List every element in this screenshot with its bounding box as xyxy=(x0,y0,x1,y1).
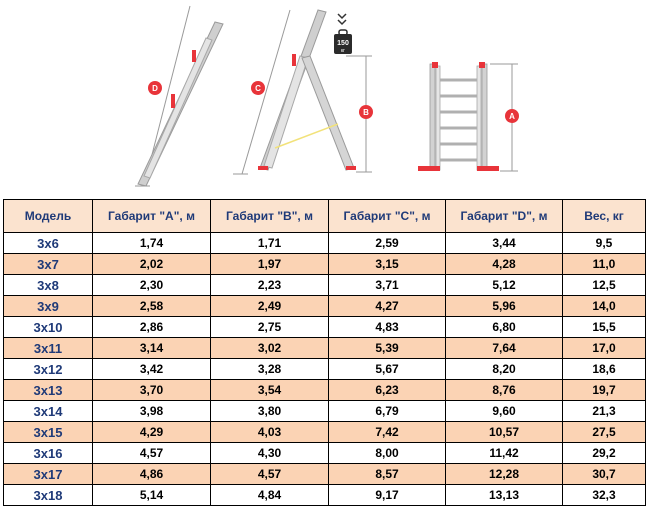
cell-weight: 17,0 xyxy=(563,338,646,359)
cell-model: 3x16 xyxy=(4,443,93,464)
cell-dimension-d: 6,80 xyxy=(446,317,563,338)
ladder-aframe-diagram xyxy=(233,10,373,174)
cell-dimension-d: 9,60 xyxy=(446,401,563,422)
dimension-c-label: C xyxy=(255,84,261,93)
cell-dimension-a: 5,14 xyxy=(93,485,211,506)
cell-dimension-a: 1,74 xyxy=(93,233,211,254)
cell-model: 3x11 xyxy=(4,338,93,359)
cell-dimension-d: 4,28 xyxy=(446,254,563,275)
cell-dimension-c: 4,27 xyxy=(329,296,446,317)
cell-dimension-b: 4,03 xyxy=(211,422,329,443)
dimension-b-label: B xyxy=(363,108,369,117)
cell-dimension-b: 2,49 xyxy=(211,296,329,317)
cell-model: 3x18 xyxy=(4,485,93,506)
cell-dimension-c: 4,83 xyxy=(329,317,446,338)
cell-dimension-b: 3,80 xyxy=(211,401,329,422)
cell-model: 3x14 xyxy=(4,401,93,422)
ladder-specs-table xyxy=(3,199,646,506)
table-row xyxy=(4,275,646,296)
cell-model: 3x8 xyxy=(4,275,93,296)
header-dimension-b: Габарит "B", м xyxy=(211,200,329,233)
cell-dimension-d: 13,13 xyxy=(446,485,563,506)
cell-weight: 27,5 xyxy=(563,422,646,443)
cell-dimension-d: 3,44 xyxy=(446,233,563,254)
cell-dimension-a: 4,57 xyxy=(93,443,211,464)
cell-dimension-a: 3,70 xyxy=(93,380,211,401)
cell-dimension-c: 5,67 xyxy=(329,359,446,380)
cell-dimension-a: 3,14 xyxy=(93,338,211,359)
header-model: Модель xyxy=(4,200,93,233)
cell-dimension-b: 1,97 xyxy=(211,254,329,275)
table-row xyxy=(4,317,646,338)
ladder-diagrams xyxy=(0,0,648,200)
cell-dimension-c: 3,15 xyxy=(329,254,446,275)
cell-model: 3x9 xyxy=(4,296,93,317)
dimension-a-label: A xyxy=(509,112,515,121)
cell-dimension-c: 6,23 xyxy=(329,380,446,401)
cell-dimension-b: 2,75 xyxy=(211,317,329,338)
table-row xyxy=(4,443,646,464)
cell-dimension-d: 7,64 xyxy=(446,338,563,359)
cell-model: 3x10 xyxy=(4,317,93,338)
cell-dimension-a: 4,86 xyxy=(93,464,211,485)
cell-dimension-c: 9,17 xyxy=(329,485,446,506)
cell-dimension-b: 3,28 xyxy=(211,359,329,380)
cell-dimension-a: 2,86 xyxy=(93,317,211,338)
cell-dimension-c: 2,59 xyxy=(329,233,446,254)
cell-dimension-b: 3,02 xyxy=(211,338,329,359)
cell-dimension-d: 8,76 xyxy=(446,380,563,401)
table-header-row xyxy=(4,200,646,233)
ladder-extended-diagram xyxy=(135,6,223,186)
cell-model: 3x6 xyxy=(4,233,93,254)
table-row xyxy=(4,422,646,443)
header-dimension-a: Габарит "A", м xyxy=(93,200,211,233)
cell-dimension-b: 4,30 xyxy=(211,443,329,464)
cell-dimension-d: 11,42 xyxy=(446,443,563,464)
cell-dimension-c: 8,57 xyxy=(329,464,446,485)
cell-weight: 21,3 xyxy=(563,401,646,422)
table-row xyxy=(4,359,646,380)
cell-weight: 12,5 xyxy=(563,275,646,296)
cell-dimension-d: 5,96 xyxy=(446,296,563,317)
header-dimension-c: Габарит "C", м xyxy=(329,200,446,233)
cell-dimension-a: 3,98 xyxy=(93,401,211,422)
ladder-folded-diagram xyxy=(418,62,519,171)
cell-model: 3x12 xyxy=(4,359,93,380)
table-row xyxy=(4,338,646,359)
cell-weight: 11,0 xyxy=(563,254,646,275)
cell-dimension-c: 5,39 xyxy=(329,338,446,359)
cell-weight: 30,7 xyxy=(563,464,646,485)
table-row xyxy=(4,296,646,317)
cell-dimension-b: 3,54 xyxy=(211,380,329,401)
table-row xyxy=(4,254,646,275)
cell-weight: 32,3 xyxy=(563,485,646,506)
cell-dimension-d: 8,20 xyxy=(446,359,563,380)
cell-dimension-d: 10,57 xyxy=(446,422,563,443)
cell-weight: 18,6 xyxy=(563,359,646,380)
cell-dimension-a: 2,58 xyxy=(93,296,211,317)
dimension-d-label: D xyxy=(152,84,158,93)
cell-dimension-b: 4,57 xyxy=(211,464,329,485)
cell-dimension-a: 3,42 xyxy=(93,359,211,380)
cell-dimension-c: 6,79 xyxy=(329,401,446,422)
table-row xyxy=(4,380,646,401)
table-row xyxy=(4,464,646,485)
cell-dimension-b: 1,71 xyxy=(211,233,329,254)
cell-dimension-a: 2,30 xyxy=(93,275,211,296)
cell-dimension-d: 5,12 xyxy=(446,275,563,296)
cell-dimension-c: 8,00 xyxy=(329,443,446,464)
cell-dimension-c: 7,42 xyxy=(329,422,446,443)
cell-dimension-c: 3,71 xyxy=(329,275,446,296)
cell-weight: 9,5 xyxy=(563,233,646,254)
cell-model: 3x15 xyxy=(4,422,93,443)
cell-dimension-a: 4,29 xyxy=(93,422,211,443)
header-weight: Вес, кг xyxy=(563,200,646,233)
cell-dimension-b: 4,84 xyxy=(211,485,329,506)
cell-weight: 29,2 xyxy=(563,443,646,464)
cell-dimension-a: 2,02 xyxy=(93,254,211,275)
cell-dimension-d: 12,28 xyxy=(446,464,563,485)
cell-weight: 19,7 xyxy=(563,380,646,401)
cell-model: 3x7 xyxy=(4,254,93,275)
cell-model: 3x13 xyxy=(4,380,93,401)
table-row xyxy=(4,485,646,506)
cell-weight: 14,0 xyxy=(563,296,646,317)
cell-model: 3x17 xyxy=(4,464,93,485)
cell-weight: 15,5 xyxy=(563,317,646,338)
table-row xyxy=(4,233,646,254)
load-unit: кг xyxy=(340,48,346,54)
table-row xyxy=(4,401,646,422)
header-dimension-d: Габарит "D", м xyxy=(446,200,563,233)
load-value: 150 xyxy=(337,40,349,47)
cell-dimension-b: 2,23 xyxy=(211,275,329,296)
